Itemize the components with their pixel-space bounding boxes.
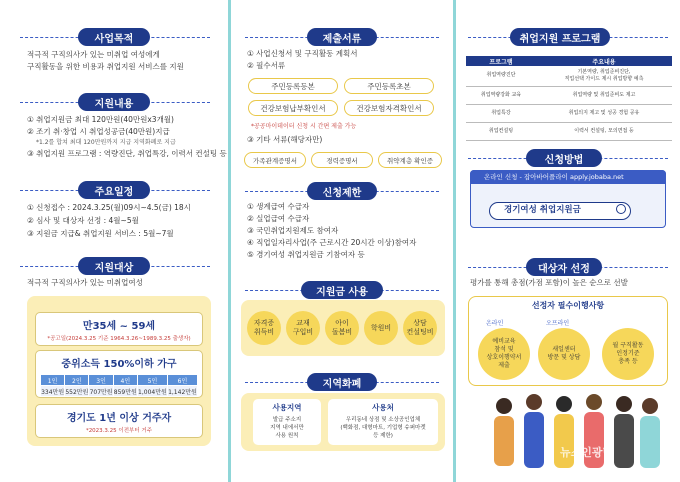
section-title-purpose: 사업목적 <box>78 28 150 46</box>
program-cell: 기본역량, 취업준비진단, 직업선택 가이드 제시 취업방향 예측 <box>536 66 672 86</box>
income-value-cell: 859만원 <box>113 386 137 397</box>
search-icon[interactable] <box>616 204 626 214</box>
income-value-cell: 1,004만원 <box>137 386 167 397</box>
doc-pill-vulnerable: 취약계층 확인증 <box>378 152 442 168</box>
section-title-schedule: 주요일정 <box>78 181 150 199</box>
browser-url-bar[interactable]: 온라인 신청 - 잡아바어플라이 apply.jobaba.net <box>470 170 666 184</box>
online-label: 온라인 <box>486 320 504 327</box>
requirement-circle-2: 새일센터 방문 및 상담 <box>538 328 590 380</box>
usage-academy-icon: 학원비 <box>364 311 398 345</box>
docs-line-2: ② 필수서류 <box>247 61 286 70</box>
section-title-usage: 지원금 사용 <box>301 281 383 299</box>
doc-pill-career: 경력증명서 <box>311 152 373 168</box>
program-cell: 취업컨설팅 <box>466 122 536 140</box>
income-header-cell: 2인 <box>65 375 89 386</box>
limit-item-1: ① 생계급여 수급자 <box>247 202 310 211</box>
residence-note: *2023.3.25 이전부터 거주 <box>85 428 153 434</box>
income-value-cell: 707만원 <box>89 386 113 397</box>
currency-area-text: 발급 주소지 지역 내에서만 사용 원칙 <box>270 417 304 439</box>
section-title-content: 지원내용 <box>78 93 150 111</box>
program-cell: 이력서 컨설팅, 모의면접 등 <box>536 122 672 140</box>
section-title-currency: 지역화폐 <box>307 373 377 391</box>
selection-box-title: 선정자 필수이행사항 <box>531 301 605 310</box>
currency-area-title: 사용지역 <box>272 403 302 412</box>
content-item-3: ③ 취업지원 프로그램 : 역량진단, 취업특강, 이력서 컨설팅 등 <box>27 149 227 158</box>
program-header-cell: 주요내용 <box>536 56 672 66</box>
purpose-line-2: 구직활동을 위한 비용과 취업지원 서비스를 지원 <box>27 62 184 71</box>
age-head: 만35세 ~ 59세 <box>82 321 156 332</box>
program-cell: 취업역량 및 취업준비도 제고 <box>536 86 672 104</box>
income-header-cell: 6인 <box>167 375 197 386</box>
doc-pill-resident-copy: 주민등록등본 <box>248 78 338 94</box>
program-cell: 취업특강 <box>466 104 536 122</box>
doc-pill-family: 가족관계증명서 <box>244 152 306 168</box>
section-title-selection: 대상자 선정 <box>526 258 602 276</box>
section-title-limits: 신청제한 <box>307 182 377 200</box>
doc-pill-health-qualification: 건강보험자격확인서 <box>344 100 434 116</box>
income-table <box>40 374 198 397</box>
currency-place-text: 우리동네 상점 및 소상공인업체 (백화점, 대형마트, 기업형 슈퍼마켓 등 제한) <box>340 417 426 439</box>
income-card <box>35 350 203 398</box>
limit-item-2: ② 실업급여 수급자 <box>247 214 310 223</box>
usage-cert-icon: 자격증 취득비 <box>247 311 281 345</box>
income-value-cell: 334만원 <box>41 386 65 397</box>
income-value-cell: 552만원 <box>65 386 89 397</box>
column-1 <box>0 0 228 482</box>
currency-place-card <box>328 399 438 445</box>
income-header-cell: 3인 <box>89 375 113 386</box>
requirement-circle-3: 월 구직활동 인정기준 충족 등 <box>602 328 654 380</box>
requirement-circle-1: 예비교육 참석 및 상호이행약서 제출 <box>478 328 530 380</box>
section-title-program: 취업지원 프로그램 <box>510 28 610 46</box>
income-header-cell: 1인 <box>41 375 65 386</box>
limit-item-3: ③ 국민취업지원제도 참여자 <box>247 226 339 235</box>
limit-item-4: ④ 직업일자리사업(주 근로시간 20시간 이상)참여자 <box>247 238 417 247</box>
program-cell: 취업역량진단 <box>466 66 536 86</box>
column-2 <box>231 0 453 482</box>
usage-childcare-icon: 아이 돌봄비 <box>325 311 359 345</box>
content-note: *1.2를 합쳐 최대 120만원까지 지급 지역화폐로 지급 <box>36 139 176 146</box>
program-cell: 취업의지 제고 및 성공 경험 공유 <box>536 104 672 122</box>
docs-line-1: ① 사업신청서 및 구직활동 계획서 <box>247 49 358 58</box>
usage-book-icon: 교재 구입비 <box>286 311 320 345</box>
currency-place-title: 사용처 <box>372 403 394 412</box>
doc-pill-resident-abstract: 주민등록초본 <box>344 78 434 94</box>
schedule-item-2: ② 심사 및 대상자 선정 : 4월~5월 <box>27 216 139 225</box>
limit-item-5: ⑤ 경기여성 취업지원금 기참여자 등 <box>247 250 365 259</box>
program-table <box>466 56 672 141</box>
women-illustration <box>486 384 666 476</box>
residence-head: 경기도 1년 이상 거주자 <box>66 413 172 424</box>
currency-area-card <box>253 399 321 445</box>
income-value-cell: 1,142만원 <box>167 386 197 397</box>
docs-note: *공공마이데이터 신청 시 간편 제출 가능 <box>251 123 357 130</box>
selection-intro: 평가를 통해 총점(가점 포함)이 높은 순으로 선발 <box>470 278 628 287</box>
watermark: 뉴스인광명 <box>560 446 614 459</box>
age-card <box>35 312 203 346</box>
income-header-cell: 4인 <box>113 375 137 386</box>
schedule-item-3: ③ 지원금 지급& 취업지원 서비스 : 5월~7월 <box>27 229 174 238</box>
income-header-cell: 5인 <box>137 375 167 386</box>
doc-pill-health-payment: 건강보험납부확인서 <box>248 100 338 116</box>
offline-label: 오프라인 <box>546 320 570 327</box>
search-input[interactable]: 경기여성 취업지원금 <box>489 202 631 220</box>
income-head: 중위소득 150%이하 가구 <box>61 359 177 370</box>
program-cell: 취업역량강화 교육 <box>466 86 536 104</box>
residence-card <box>35 404 203 438</box>
section-title-target: 지원대상 <box>78 257 150 275</box>
age-note: *공고일(2024.3.25 기준 1964.3.26~1989.3.25 출생자) <box>47 336 191 342</box>
content-item-2: ② 조기 취·창업 시 취업성공금(40만원)지급 <box>27 127 170 136</box>
section-title-apply: 신청방법 <box>526 149 602 167</box>
docs-line-3: ③ 기타 서류(해당자만) <box>247 135 323 144</box>
target-intro: 적극적 구직의사가 있는 미취업여성 <box>27 278 143 287</box>
content-item-1: ① 취업지원금 최대 120만원(40만원x3개월) <box>27 115 174 124</box>
section-title-docs: 제출서류 <box>307 28 377 46</box>
program-header-cell: 프로그램 <box>466 56 536 66</box>
schedule-item-1: ① 신청접수 : 2024.3.25(월)09시~4.5(금) 18시 <box>27 203 191 212</box>
usage-consult-icon: 상담 컨설팅비 <box>403 311 437 345</box>
purpose-line-1: 적극적 구직의사가 있는 미취업 여성에게 <box>27 50 160 59</box>
